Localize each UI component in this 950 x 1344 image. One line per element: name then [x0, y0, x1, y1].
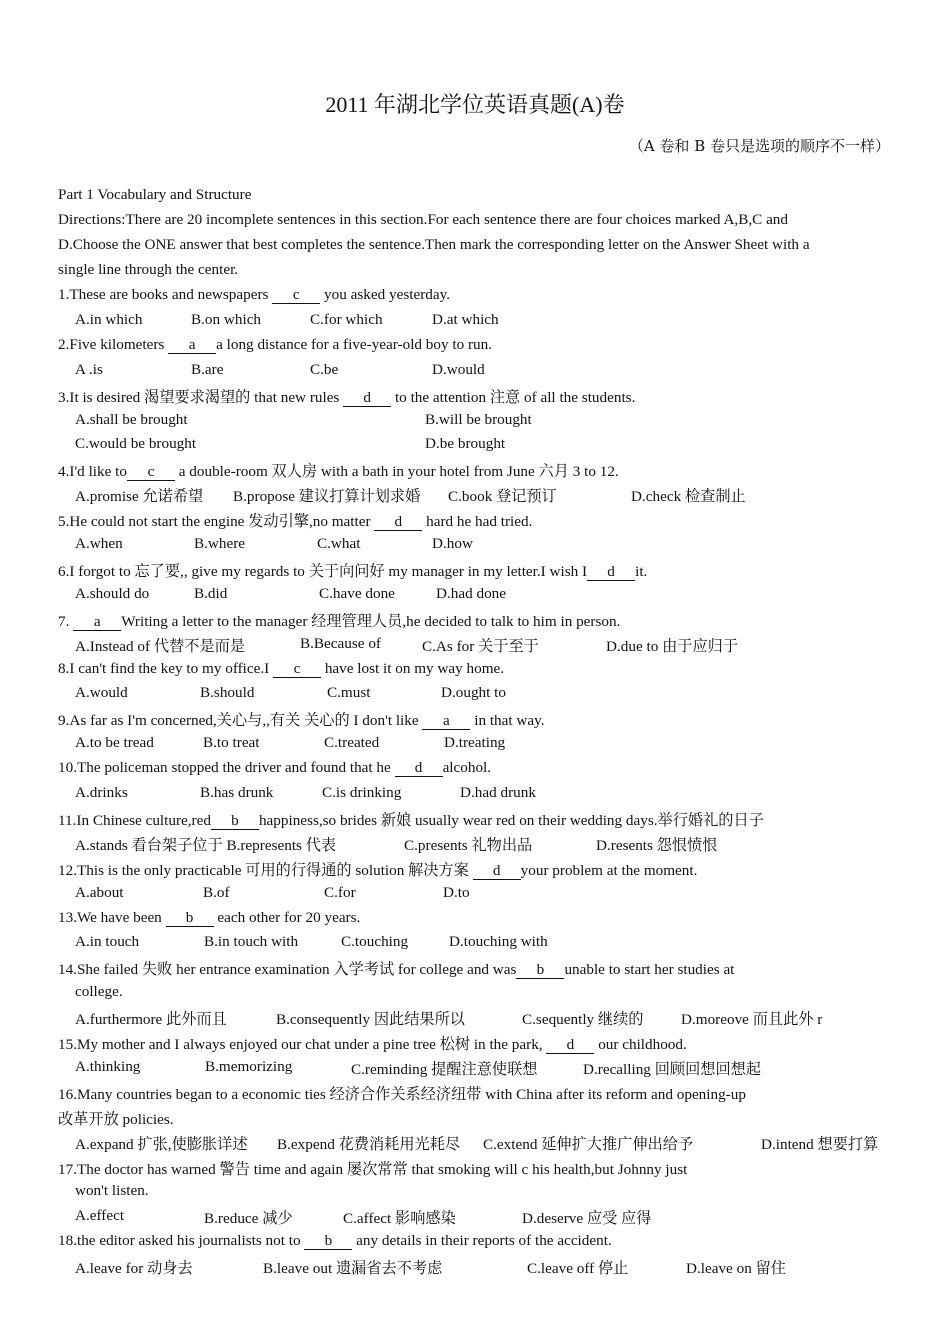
question-text: 10.The policeman stopped the driver and found that he	[58, 759, 395, 777]
option-d: D.would	[432, 360, 485, 378]
directions-line: D.Choose the ONE answer that best completes the sentence.Then mark the corresponding letter on the Answer Sheet with a	[58, 236, 810, 253]
answer-blank: a	[168, 337, 216, 354]
question-stem	[58, 560, 647, 581]
option-b: B.should	[200, 684, 255, 702]
question-text: 2.Five kilometers	[58, 335, 169, 353]
option-a: A.should do	[75, 584, 150, 602]
answer-blank: c	[272, 287, 320, 304]
option-a: A.to be tread	[75, 734, 154, 752]
option-b: B.Because of	[300, 634, 381, 652]
option-b: B.propose 建议打算计划求婚	[233, 488, 421, 506]
option-d: D.intend 想要打算	[761, 1135, 879, 1153]
directions-line: Directions:There are 20 incomplete sentences in this section.For each sentence there are four choices marked A,B,C and	[58, 211, 788, 228]
option-c: C.for which	[310, 310, 383, 328]
question-text: it.	[635, 562, 648, 580]
question-text: you asked yesterday.	[320, 286, 451, 303]
option-c: C.treated	[324, 734, 380, 752]
option-d: D.moreove 而且此外 r	[681, 1011, 823, 1029]
question-text: 18.the editor asked his journalists not to	[58, 1232, 305, 1250]
answer-blank: c	[127, 464, 175, 481]
question-text: a long distance for a five-year-old boy to run.	[216, 335, 493, 353]
option-d: D.be brought	[425, 435, 506, 453]
option-a: A.in touch	[75, 933, 140, 951]
answer-blank: d	[546, 1037, 594, 1054]
question-stem	[58, 610, 620, 631]
option-b: B.did	[194, 584, 228, 602]
question-stem	[58, 1033, 687, 1054]
option-d: D.leave on 留住	[686, 1260, 786, 1278]
option-a: A.drinks	[75, 784, 128, 801]
option-b: B.reduce 减少	[204, 1210, 293, 1228]
option-a: A.furthermore 此外而且	[75, 1011, 227, 1029]
option-c: C.book 登记预订	[448, 488, 557, 506]
answer-blank: b	[516, 962, 564, 979]
question-text: in that way.	[470, 712, 545, 730]
option-c: C.sequently 继续的	[522, 1011, 644, 1029]
option-a: A.stands 看台架子位于 B.represents 代表	[75, 836, 337, 854]
option-d: D.how	[432, 535, 473, 552]
question-text: 15.My mother and I always enjoyed our chat under a pine tree 松树 in the park,	[58, 1036, 547, 1053]
option-b: B.in touch with	[204, 933, 299, 951]
question-stem	[58, 1232, 612, 1250]
option-c: C.leave off 停止	[527, 1260, 629, 1278]
option-a: A.expand 扩张,使膨胀详述	[75, 1135, 248, 1153]
option-c: C.would be brought	[75, 435, 197, 453]
option-b: B.on which	[191, 310, 262, 328]
question-text: our childhood.	[594, 1036, 687, 1053]
directions-line: single line through the center.	[58, 261, 239, 278]
answer-blank: b	[211, 813, 259, 830]
option-d: D.resents 怨恨愤恨	[596, 836, 718, 854]
option-c: C.for	[324, 883, 356, 901]
question-continuation: 改革开放 policies.	[58, 1110, 174, 1128]
option-c: C.have done	[319, 584, 395, 602]
option-d: D.due to 由于应归于	[606, 637, 739, 655]
question-text: Writing a letter to the manager 经理管理人员,he decided to talk to him in person.	[121, 612, 621, 630]
question-text: 13.We have been	[58, 908, 166, 926]
option-b: B.leave out 遗漏省去不考虑	[263, 1260, 443, 1278]
option-d: D.touching with	[449, 933, 548, 951]
question-text: 8.I can't find the key to my office.I	[58, 659, 274, 677]
question-text: 14.She failed 失败 her entrance examination 入学考试 for college and was	[58, 961, 517, 979]
answer-blank: d	[587, 564, 635, 581]
option-b: B.has drunk	[200, 784, 274, 801]
option-a: A.would	[75, 684, 128, 702]
page-title: 2011 年湖北学位英语真题(A)卷	[325, 92, 625, 117]
question-stem	[58, 386, 635, 407]
option-a: A.promise 允诺希望	[75, 488, 204, 506]
answer-blank: a	[422, 713, 470, 730]
option-d: D.check 检查制止	[631, 488, 746, 506]
option-a: A.thinking	[75, 1057, 141, 1075]
question-stem	[58, 510, 532, 531]
option-d: D.had done	[436, 584, 507, 602]
question-stem	[58, 859, 697, 880]
option-a: A.when	[75, 535, 123, 552]
option-b: B.memorizing	[205, 1057, 293, 1075]
question-stem	[58, 1158, 687, 1179]
option-d: D.at which	[432, 310, 499, 328]
question-text: happiness,so brides 新娘 usually wear red on their wedding days.举行婚礼的日子	[258, 811, 764, 829]
question-text: 4.I'd like to	[58, 463, 127, 481]
question-stem	[58, 1083, 746, 1104]
question-text: to the attention 注意 of all the students.	[391, 388, 636, 406]
question-text: hard he had tried.	[422, 513, 533, 531]
question-text: any details in their reports of the accident.	[352, 1232, 612, 1250]
question-continuation: won't listen.	[75, 1182, 149, 1200]
question-text: 11.In Chinese culture,red	[58, 811, 211, 829]
option-a: A.Instead of 代替不是而是	[75, 637, 245, 655]
question-stem	[58, 336, 492, 354]
option-c: C.be	[310, 360, 339, 378]
option-b: B.expend 花费消耗用光耗尽	[277, 1135, 461, 1153]
option-b: B.to treat	[203, 734, 260, 752]
option-d: D.to	[443, 883, 470, 901]
question-text: 16.Many countries began to a economic ties 经济合作关系经济纽带 with China after its reform and opening-up	[58, 1085, 746, 1103]
answer-blank: b	[166, 910, 214, 927]
answer-blank: d	[374, 514, 422, 531]
question-text: a double-room 双人房 with a bath in your hotel from June 六月 3 to 12.	[174, 463, 619, 481]
answer-blank: d	[395, 760, 443, 777]
question-stem	[58, 709, 545, 730]
option-a: A.about	[75, 883, 124, 901]
option-c: C.affect 影响感染	[343, 1210, 456, 1228]
option-b: B.where	[194, 535, 246, 552]
option-c: C.extend 延伸扩大推广伸出给予	[483, 1135, 694, 1153]
question-text: 9.As far as I'm concerned,关心与,,有关 关心的 I don't like	[58, 712, 423, 730]
answer-blank: c	[273, 661, 321, 678]
question-stem	[58, 809, 764, 830]
option-d: D.treating	[444, 734, 506, 752]
page-subtitle: （A 卷和 B 卷只是选项的顺序不一样）	[628, 137, 890, 155]
question-stem	[58, 958, 734, 979]
option-a: A.shall be brought	[75, 410, 188, 428]
option-a: A.effect	[75, 1207, 125, 1225]
option-a: A.in which	[75, 310, 143, 328]
question-text: have lost it on my way home.	[321, 659, 505, 677]
option-d: D.recalling 回顾回想回想起	[583, 1060, 762, 1078]
option-a: A .is	[75, 360, 103, 378]
option-c: C.is drinking	[322, 784, 402, 801]
question-text: 7.	[58, 612, 74, 630]
part-heading: Part 1 Vocabulary and Structure	[58, 186, 252, 203]
question-text: 1.These are books and newspapers	[58, 286, 273, 303]
option-c: C.must	[327, 684, 371, 702]
option-d: D.had drunk	[460, 784, 536, 801]
option-b: B.consequently 因此结果所以	[276, 1011, 465, 1029]
question-stem	[58, 660, 504, 678]
question-stem	[58, 759, 491, 777]
question-text: each other for 20 years.	[213, 908, 361, 926]
question-text: 3.It is desired 渴望要求渴望的 that new rules	[58, 388, 344, 406]
question-stem	[58, 460, 619, 481]
question-text: your problem at the moment.	[520, 861, 698, 879]
option-a: A.leave for 动身去	[75, 1260, 193, 1278]
question-text: 5.He could not start the engine 发动引擎,no matter	[58, 513, 375, 531]
question-text: 6.I forgot to 忘了要,, give my regards to 关于向问好 my manager in my letter.I wish I	[58, 562, 588, 580]
question-stem	[58, 909, 360, 927]
answer-blank: a	[73, 614, 121, 631]
question-text: 12.This is the only practicable 可用的行得通的 solution 解决方案	[58, 861, 473, 879]
question-text: alcohol.	[442, 759, 492, 777]
option-c: C.what	[317, 535, 361, 552]
question-text: unable to start her studies at	[564, 961, 735, 979]
answer-blank: b	[304, 1233, 352, 1250]
option-d: D.ought to	[441, 684, 506, 702]
option-c: C.As for 关于至于	[422, 637, 539, 655]
option-c: C.presents 礼物出品	[404, 836, 533, 854]
option-b: B.will be brought	[425, 410, 532, 428]
question-continuation: college.	[75, 983, 123, 1001]
option-b: B.of	[203, 883, 230, 901]
option-b: B.are	[191, 360, 224, 378]
answer-blank: d	[473, 863, 521, 880]
option-d: D.deserve 应受 应得	[522, 1210, 652, 1228]
option-c: C.reminding 提醒注意使联想	[351, 1060, 538, 1078]
option-c: C.touching	[341, 933, 409, 951]
answer-blank: d	[343, 390, 391, 407]
question-stem	[58, 286, 450, 304]
question-text: 17.The doctor has warned 警告 time and again 屡次常常 that smoking will c his health,but Johnny just	[58, 1160, 688, 1178]
